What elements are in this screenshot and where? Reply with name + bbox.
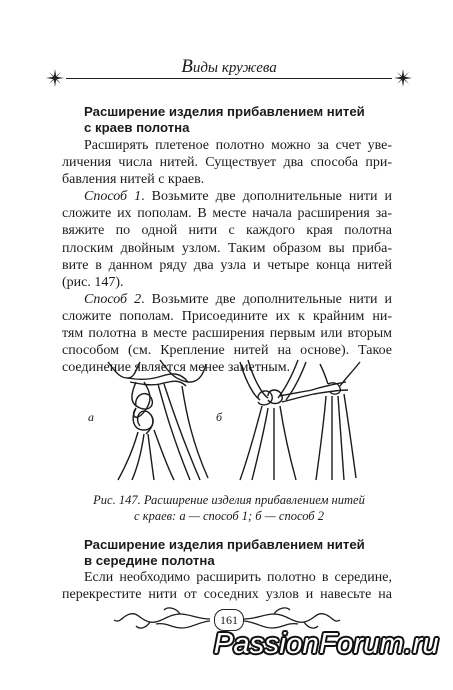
running-header-initial: В xyxy=(181,56,193,77)
figure-label-a: а xyxy=(88,410,94,424)
section-1 xyxy=(62,104,392,376)
caption-line: Рис. 147. Расширение изделия прибавлением нитей xyxy=(93,493,365,507)
ornament-star-icon xyxy=(394,69,412,87)
running-header xyxy=(58,52,400,88)
paragraph-line: тям полотна в месте расширения первым или вторым xyxy=(62,326,392,342)
paragraph-text: . Возьмите две дополнительные нити и xyxy=(141,189,393,205)
paragraph-line: (рис. 147). xyxy=(62,274,124,290)
section-2-heading xyxy=(84,537,365,569)
paragraph-line: плоским двойным узлом. Таким образом вы приба- xyxy=(62,240,392,256)
section-2-paragraph xyxy=(62,569,392,603)
header-rule xyxy=(66,78,392,79)
paragraph-line: перекрестите нити от соседних узлов и навесьте на xyxy=(62,587,392,603)
heading-line: с краев полотна xyxy=(84,120,190,135)
watermark: PassionForum.ru xyxy=(213,628,439,660)
paragraph-line: личения числа нитей. Существует два способа при- xyxy=(62,155,392,171)
figure-147 xyxy=(78,356,378,486)
paragraph-line: бавления нитей с краев. xyxy=(62,172,205,188)
figure-caption xyxy=(66,492,392,524)
paragraph-line: способом (см. Крепление нитей на основе). Такое xyxy=(62,343,392,359)
heading-line: Расширение изделия прибавлением нитей xyxy=(84,537,365,552)
paragraph-line: сложите пополам. Присоедините их к крайним ни- xyxy=(62,308,392,324)
paragraph-line: сложите их пополам. В месте начала расширения за- xyxy=(62,206,392,222)
page-number: 161 xyxy=(214,609,244,631)
paragraph-line: Расширять плетеное полотно можно за счет уве- xyxy=(84,138,392,153)
figure-label-b: б xyxy=(216,410,223,424)
paragraph-line: вите в данном ряду два узла и четыре конца нитей xyxy=(62,257,392,273)
method-label: Способ 1 xyxy=(84,189,142,205)
running-header-rest: иды кружева xyxy=(192,60,277,76)
knot-illustration-a xyxy=(100,356,223,484)
running-header-title xyxy=(58,56,400,78)
paragraph-line: соединение является менее заметным. xyxy=(62,360,291,376)
section-1-heading xyxy=(84,104,392,136)
knot-illustration-b xyxy=(228,356,368,484)
heading-line: Расширение изделия прибавлением нитей xyxy=(84,104,365,119)
heading-line: в середине полотна xyxy=(84,553,215,568)
paragraph-line xyxy=(62,188,392,205)
method-label: Способ 2 xyxy=(84,291,142,307)
paragraph-line: вяжите по одной нити с каждого края полотна xyxy=(62,223,392,239)
caption-line: с краев: а — способ 1; б — способ 2 xyxy=(134,509,324,523)
paragraph-line xyxy=(62,291,392,308)
paragraph-line: Если необходимо расширить полотно в середине, xyxy=(84,570,392,585)
paragraph-text: . Возьмите две дополнительные нити и xyxy=(141,291,393,307)
